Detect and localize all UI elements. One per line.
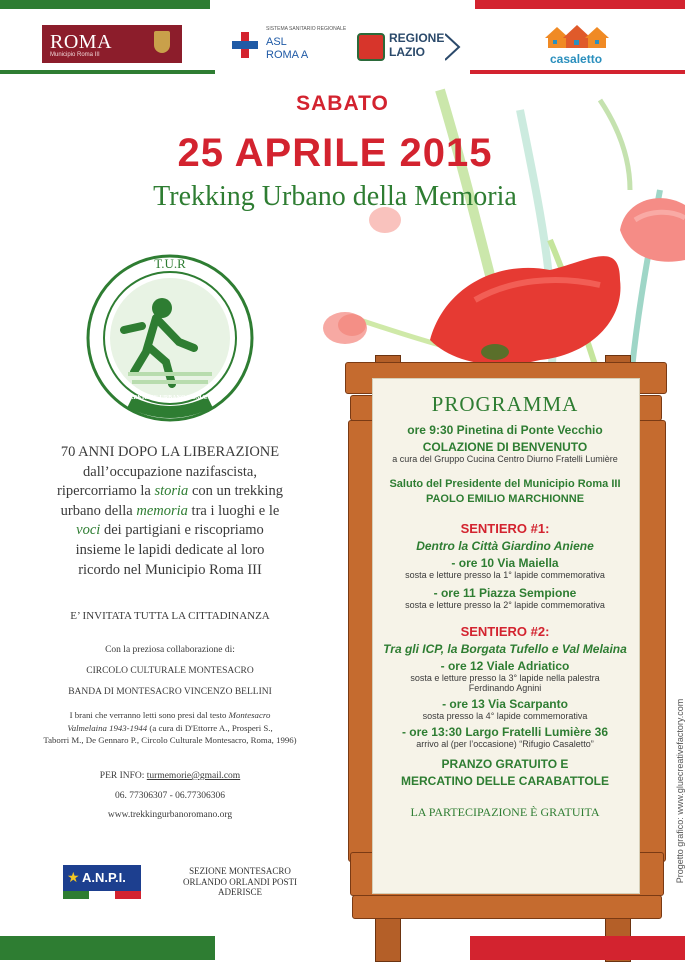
asl-logo (232, 24, 347, 66)
tur-logo (84, 252, 256, 424)
welcome-note: a cura del Gruppo Cucina Centro Diurno Fratelli Lumière (392, 454, 618, 464)
lunch-line1: PRANZO GRATUITO E (441, 757, 569, 771)
casaletto-houses-icon (543, 24, 611, 50)
welcome-title: COLAZIONE DI BENVENUTO (422, 440, 588, 454)
lazio-emblem-icon (357, 33, 385, 61)
roma-shield-icon (154, 31, 170, 53)
roma-logo (42, 25, 182, 63)
programma-title: PROGRAMMA (431, 392, 579, 416)
path1-stop1: - ore 10 Via Maiella (451, 556, 559, 570)
programma-block (376, 392, 634, 820)
casaletto-logo (541, 24, 613, 66)
intro-line7: ricordo nel Municipio Roma III (78, 561, 262, 578)
path2-stop2: - ore 13 Via Scarpanto (442, 697, 568, 711)
lazio-line1: REGIONE (389, 31, 445, 45)
intro-line6: insieme le lapidi dedicate al loro (75, 541, 265, 558)
path2-stop3: - ore 13:30 Largo Fratelli Lumière 36 (401, 725, 609, 739)
collab-org1: CIRCOLO CULTURALE MONTESACRO (86, 666, 254, 676)
greeting-text: Saluto del Presidente del Municipio Roma III (389, 478, 621, 490)
path1-stop2-note: sosta e letture presso la 2° lapide commemorativa (405, 600, 605, 610)
info-label: PER INFO: (99, 771, 147, 781)
path2-stop1-note1: sosta e letture presso la 3° lapide nella palestra (410, 673, 600, 683)
intro-line2: dall’occupazione nazifascista, (83, 463, 257, 480)
intro-line4: urbano della memoria tra i luoghi e le (60, 502, 280, 519)
path1-stop1-note: sosta e letture presso la 1° lapide commemorativa (405, 570, 605, 580)
roma-logo-sub: Municipio Roma III (50, 52, 100, 58)
casaletto-label: casaletto (550, 52, 603, 66)
path2-name: Tra gli ICP, la Borgata Tufello e Val Melaina (383, 642, 627, 656)
bottom-bar-green (0, 936, 215, 960)
collaboration-block (20, 640, 320, 703)
lunch-line2: MERCATINO DELLE CARABATTOLE (401, 774, 609, 788)
design-credit: Progetto grafico: www.gluecreativefactory.com (675, 698, 685, 884)
asl-org-text: SISTEMA SANITARIO REGIONALE (266, 26, 347, 32)
sign-plank-base (352, 895, 662, 919)
subtitle-heading: Trekking Urbano della Memoria (153, 181, 517, 212)
president-name: PAOLO EMILIO MARCHIONNE (425, 493, 585, 505)
welcome-time: ore 9:30 Pinetina di Ponte Vecchio (407, 423, 603, 437)
website-link[interactable]: www.trekkingurbanoromano.org (107, 810, 233, 820)
collab-intro: Con la preziosa collaborazione di: (105, 645, 235, 655)
day-heading: SABATO (296, 92, 389, 115)
path2-stop3-note: arrivo al (per l’occasione) “Rifugio Casaletto” (416, 739, 594, 749)
path2-stop1: - ore 12 Viale Adriatico (440, 659, 570, 673)
email-link[interactable]: turmemorie@gmail.com (146, 771, 241, 781)
invite-text: E’ INVITATA TUTTA LA CITTADINANZA (70, 610, 270, 622)
free-participation: LA PARTECIPAZIONE È GRATUITA (410, 805, 600, 819)
roma-logo-text: ROMA (50, 31, 113, 53)
path1-label: SENTIERO #1: (460, 521, 550, 536)
intro-line5: voci dei partigiani e riscopriamo (76, 522, 264, 539)
intro-line1: 70 ANNI DOPO LA LIBERAZIONE (60, 444, 280, 460)
tur-acronym: T.U.R (154, 256, 186, 271)
collab-org2: BANDA DI MONTESACRO VINCENZO BELLINI (68, 687, 272, 697)
path1-stop2: - ore 11 Piazza Sempione (433, 586, 577, 600)
lazio-arrows-icon (445, 32, 461, 62)
source-note: I brani che verranno letti sono presi dal testo Montesacro Valmelaina 1943-1944 (a cura di D'Ettorre A., Prosperi S., Taborri M., De Gennaro P., Circolo Culturale Montesacro, Roma, 1996) (43, 710, 297, 745)
red-cross-icon (232, 32, 258, 58)
lazio-line2: LAZIO (389, 45, 425, 59)
header-underline-green (0, 70, 215, 74)
anpi-text (155, 866, 325, 898)
anpi-line2: ORLANDO ORLANDI POSTI (183, 876, 297, 887)
path2-label: SENTIERO #2: (460, 624, 550, 639)
intro-paragraph (20, 443, 320, 580)
path1-name: Dentro la Città Giardino Aniene (416, 539, 594, 553)
asl-line2: ROMA A (266, 49, 309, 61)
anpi-logo (63, 865, 141, 899)
anpi-line1: SEZIONE MONTESACRO (189, 866, 291, 876)
path2-stop2-note: sosta presso la 4° lapide commemorativa (422, 711, 588, 721)
path2-stop1-note2: Ferdinando Agnini (468, 683, 542, 693)
lazio-logo (357, 30, 462, 64)
date-heading: 25 APRILE 2015 (177, 131, 493, 175)
asl-line1: ASL (266, 36, 287, 48)
phone-numbers: 06. 77306307 - 06.77306306 (114, 790, 226, 801)
anpi-star-icon: ★ (67, 869, 80, 885)
anpi-line3: ADERISCE (217, 887, 262, 897)
tur-ring-text: TREKKING URBANO ROMANO (124, 395, 215, 401)
anpi-logo-text: A.N.P.I. (82, 870, 126, 885)
bottom-bar-red (470, 936, 685, 960)
contacts-block (20, 767, 320, 826)
anpi-flag-stripe (63, 891, 89, 899)
top-bar-green (0, 0, 210, 9)
intro-line3: ripercorriamo la storia con un trekking (57, 483, 283, 500)
top-bar-red (475, 0, 685, 9)
